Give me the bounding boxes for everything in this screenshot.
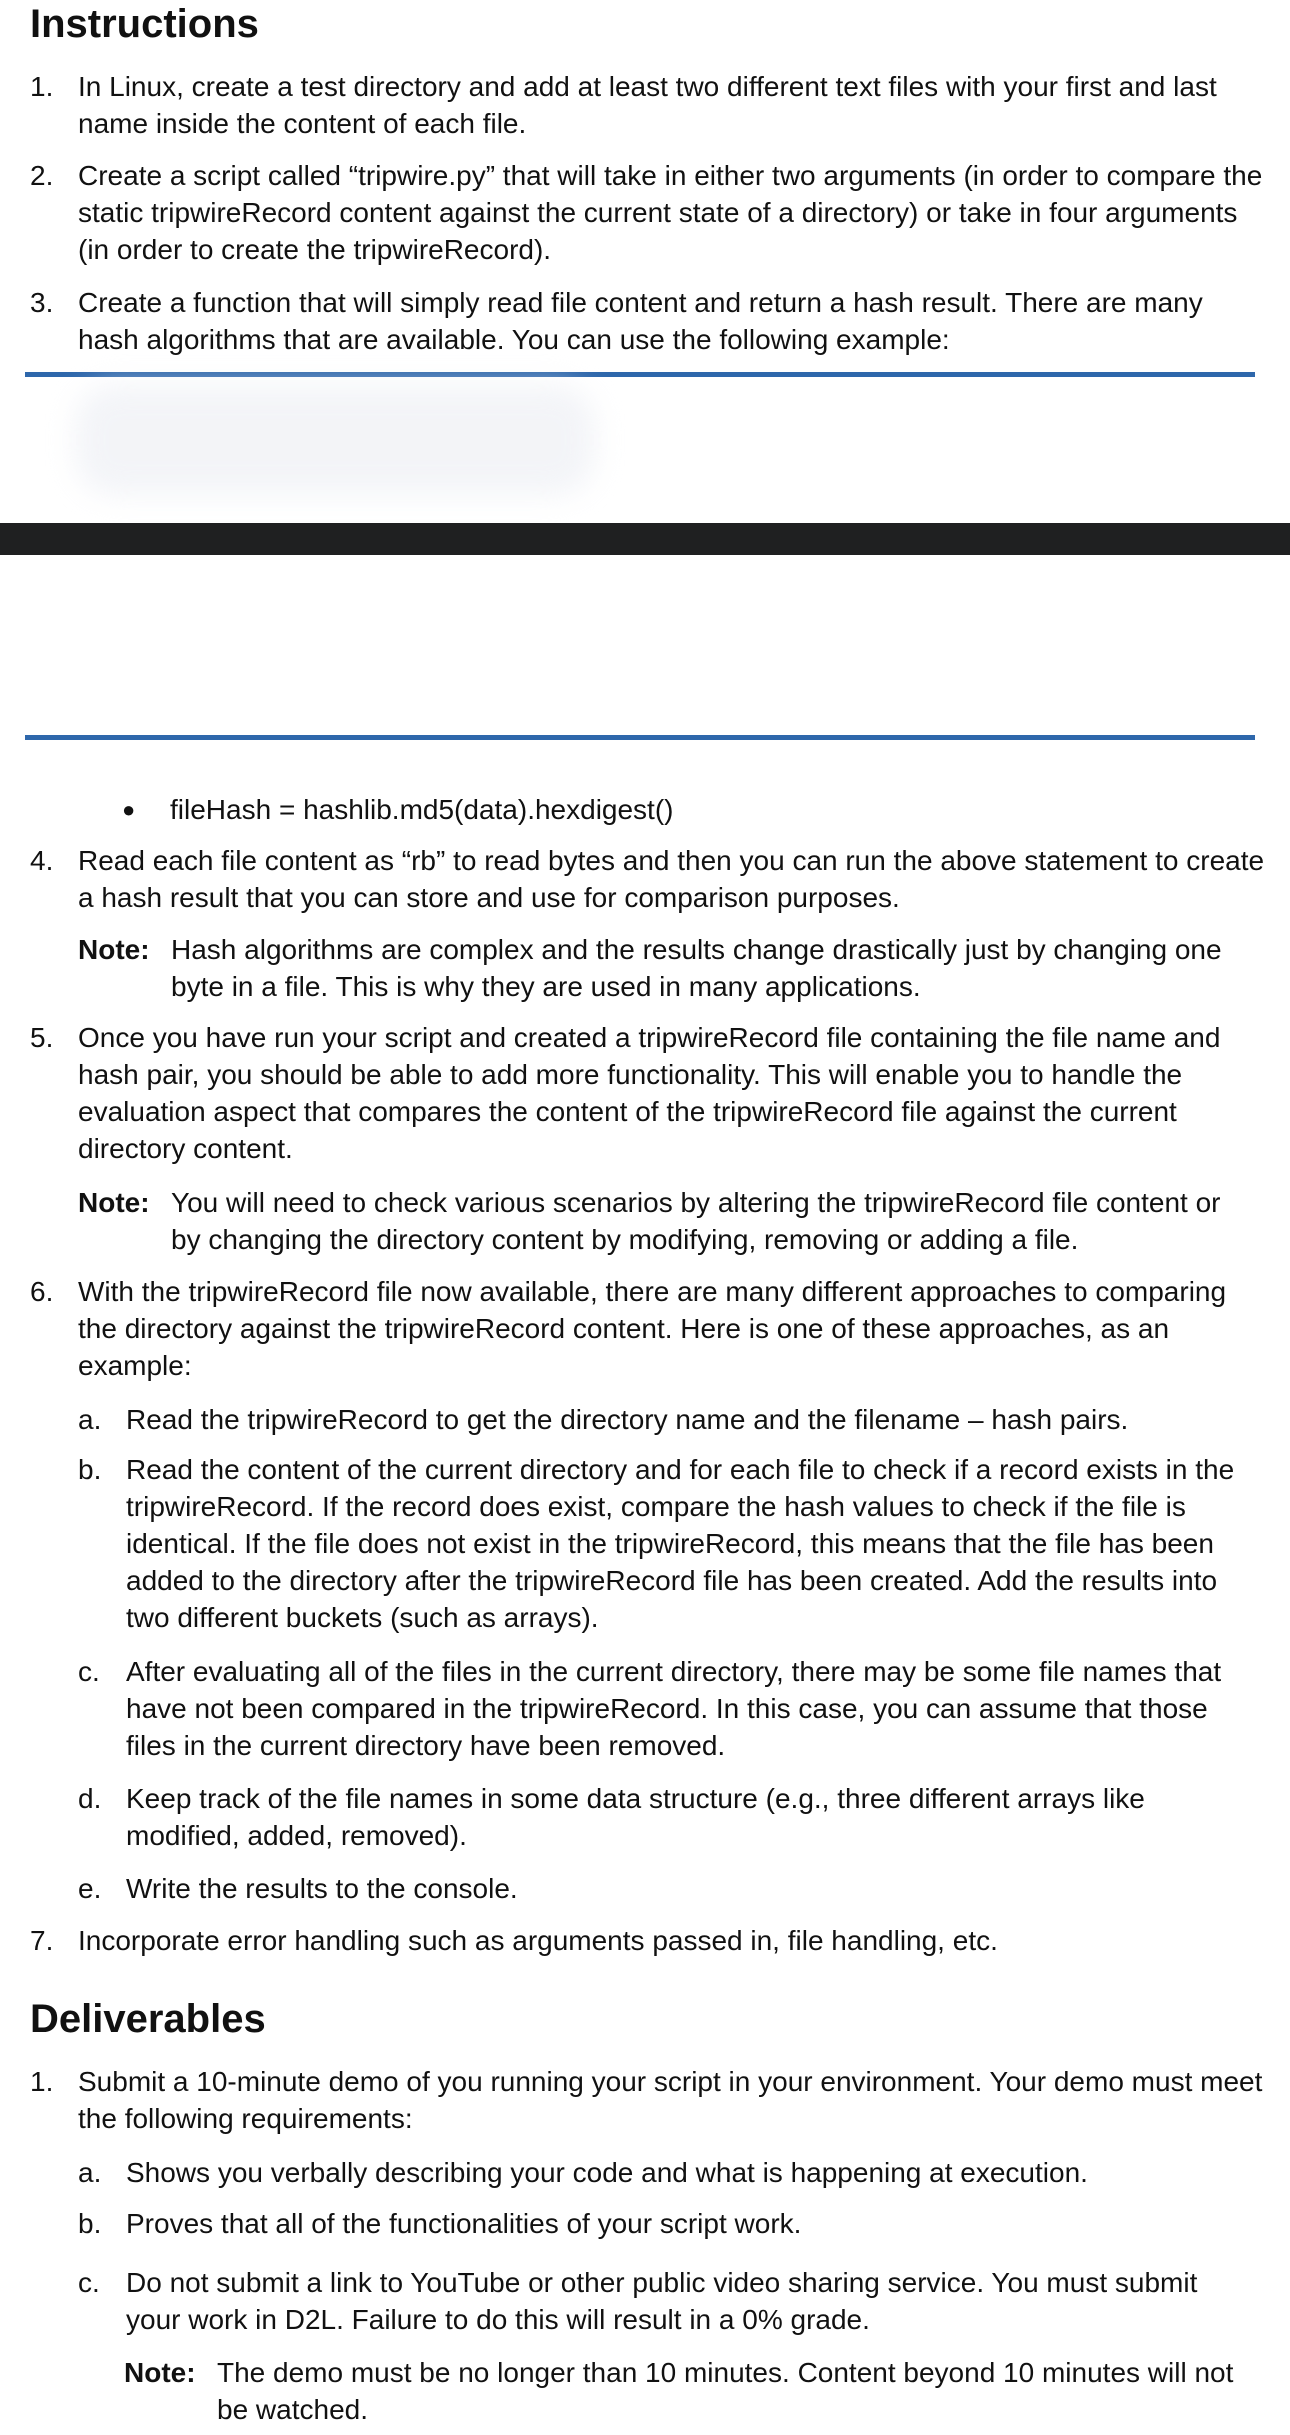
item-text: Submit a 10-minute demo of you running your script in your environment. Your demo must meet the following requirements: (78, 2066, 1263, 2134)
note-text: The demo must be no longer than 10 minutes. Content beyond 10 minutes will not be watched. (217, 2357, 1234, 2425)
image-top-rule (25, 372, 1255, 377)
item-number: 7. (30, 1925, 54, 1956)
item-text: After evaluating all of the files in the current directory, there may be some file names that have not been compared in the tripwireRecord. In this case, you can assume that those files in the current directory have been removed. (126, 1656, 1222, 1761)
item-letter: a. (78, 1404, 102, 1435)
deliverables-heading: Deliverables (30, 1997, 266, 2041)
item-number: 5. (30, 1022, 54, 1053)
item-letter: c. (78, 2267, 100, 2298)
note-label: Note: (78, 1187, 150, 1218)
item-text: Proves that all of the functionalities of your script work. (126, 2208, 802, 2239)
item-text: Read the content of the current directory and for each file to check if a record exists in the tripwireRecord. If the record does exist, compare the hash values to check if the file is identical. If the file does not exist in the tripwireRecord, this means that the file has been added to the directory after the tripwireRecord file has been created. Add the results into two different buckets (such as arrays). (126, 1454, 1235, 1633)
item-text: In Linux, create a test directory and add at least two different text files with your first and last name inside the content of each file. (78, 71, 1217, 139)
instruction-item-2 (30, 157, 1265, 268)
code-bullet (122, 791, 673, 828)
sub-item-d (78, 1780, 1228, 1854)
item-letter: e. (78, 1873, 102, 1904)
item-number: 6. (30, 1276, 54, 1307)
sub-item-b (78, 1451, 1258, 1636)
note-label: Note: (78, 934, 150, 965)
item-text: Create a function that will simply read file content and return a hash result. There are many hash algorithms that are available. You can use the following example: (78, 287, 1203, 355)
item-letter: d. (78, 1783, 102, 1814)
sub-item-a (78, 1401, 1258, 1438)
instruction-item-3 (30, 284, 1265, 358)
item-text: Create a script called “tripwire.py” that will take in either two arguments (in order to compare the static tripwireRecord content against the current state of a directory) or take in four arguments (in order to create the tripwireRecord). (78, 160, 1263, 265)
instruction-item-1 (30, 68, 1265, 142)
note-label: Note: (124, 2357, 196, 2388)
item-text: Do not submit a link to YouTube or other public video sharing service. You must submit your work in D2L. Failure to do this will result in a 0% grade. (126, 2267, 1198, 2335)
deliverable-note (124, 2354, 1254, 2428)
image-bottom-rule (25, 735, 1255, 740)
bullet-text: fileHash = hashlib.md5(data).hexdigest() (170, 794, 674, 825)
item-letter: b. (78, 2208, 102, 2239)
deliverable-sub-item-b (78, 2205, 1258, 2242)
item-letter: a. (78, 2157, 102, 2188)
item-number: 1. (30, 71, 54, 102)
note-1 (78, 931, 1250, 1005)
item-text: With the tripwireRecord file now available, there are many different approaches to comparing the directory against the tripwireRecord content. Here is one of these approaches, as an example: (78, 1276, 1227, 1381)
item-text: Read each file content as “rb” to read bytes and then you can run the above statement to create a hash result that you can store and use for comparison purposes. (78, 845, 1265, 913)
item-number: 3. (30, 287, 54, 318)
item-number: 2. (30, 160, 54, 191)
item-text: Keep track of the file names in some data structure (e.g., three different arrays like modified, added, removed). (126, 1783, 1145, 1851)
instruction-item-5 (30, 1019, 1265, 1167)
item-number: 4. (30, 845, 54, 876)
item-number: 1. (30, 2066, 54, 2097)
instruction-item-7 (30, 1922, 1265, 1959)
note-2 (78, 1184, 1250, 1258)
item-text: Read the tripwireRecord to get the directory name and the filename – hash pairs. (126, 1404, 1129, 1435)
sub-item-c (78, 1653, 1263, 1764)
blurred-image-content (75, 385, 595, 495)
item-text: Once you have run your script and created a tripwireRecord file containing the file name and hash pair, you should be able to add more functionality. This will enable you to handle the evaluation aspect that compares the content of the tripwireRecord file against the current directory content. (78, 1022, 1221, 1164)
item-letter: b. (78, 1454, 102, 1485)
note-text: Hash algorithms are complex and the results change drastically just by changing one byte in a file. This is why they are used in many applications. (171, 934, 1222, 1002)
item-letter: c. (78, 1656, 100, 1687)
deliverable-sub-item-a (78, 2154, 1258, 2191)
item-text: Write the results to the console. (126, 1873, 518, 1904)
instruction-item-6 (30, 1273, 1265, 1384)
bullet-dot-icon: ● (122, 797, 136, 822)
item-text: Incorporate error handling such as arguments passed in, file handling, etc. (78, 1925, 998, 1956)
instructions-heading: Instructions (30, 2, 259, 46)
dark-image-band (0, 523, 1290, 555)
sub-item-e (78, 1870, 1228, 1907)
instruction-item-4 (30, 842, 1265, 916)
deliverable-item-1 (30, 2063, 1265, 2137)
deliverable-sub-item-c (78, 2264, 1258, 2338)
note-text: You will need to check various scenarios by altering the tripwireRecord file content or by changing the directory content by modifying, removing or adding a file. (171, 1187, 1221, 1255)
item-text: Shows you verbally describing your code and what is happening at execution. (126, 2157, 1088, 2188)
